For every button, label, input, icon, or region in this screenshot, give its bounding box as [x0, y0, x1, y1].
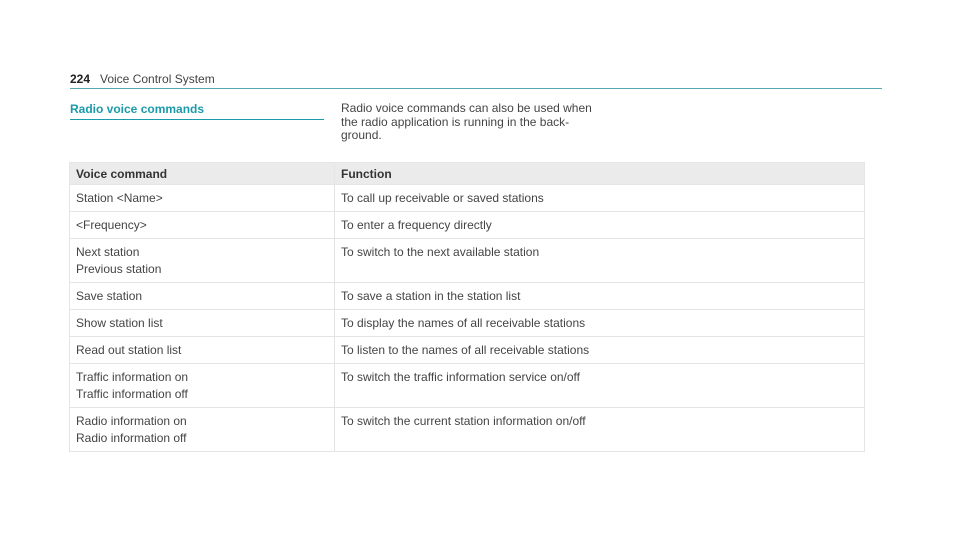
table-row — [70, 185, 865, 212]
function-cell: To display the names of all receivable stations — [335, 310, 865, 337]
chapter-title: Voice Control System — [100, 72, 215, 86]
voice-command-text: Next station — [76, 245, 140, 259]
table-row — [70, 283, 865, 310]
function-cell: To enter a frequency directly — [335, 212, 865, 239]
column-header-function: Function — [335, 163, 865, 185]
voice-command-cell — [70, 337, 335, 364]
voice-command-text: Traffic information off — [76, 387, 188, 401]
function-cell: To switch the traffic information service on/off — [335, 364, 865, 408]
voice-command-text: Previous station — [76, 262, 162, 276]
function-cell: To switch to the next available station — [335, 239, 865, 283]
voice-command-text: Show station list — [76, 316, 163, 330]
intro-paragraph: Radio voice commands can also be used when the radio application is running in the back-ground. — [341, 101, 592, 142]
voice-command-cell — [70, 212, 335, 239]
table-row — [70, 212, 865, 239]
voice-command-cell — [70, 185, 335, 212]
table-row — [70, 337, 865, 364]
voice-command-table — [69, 162, 865, 452]
section-heading: Radio voice commands — [70, 102, 324, 120]
voice-command-cell — [70, 364, 335, 408]
voice-command-text: Read out station list — [76, 343, 182, 357]
voice-command-text: Radio information on — [76, 414, 187, 428]
table-row — [70, 408, 865, 452]
page-header — [70, 72, 882, 89]
table-body — [70, 185, 865, 452]
voice-command-cell — [70, 239, 335, 283]
voice-command-text: Radio information off — [76, 431, 187, 445]
voice-command-text: <Frequency> — [76, 218, 147, 232]
table-header-row — [70, 163, 865, 185]
table-row — [70, 239, 865, 283]
voice-command-text: Traffic information on — [76, 370, 189, 384]
function-cell: To save a station in the station list — [335, 283, 865, 310]
page-number: 224 — [70, 72, 91, 86]
function-cell: To listen to the names of all receivable stations — [335, 337, 865, 364]
table-row — [70, 364, 865, 408]
voice-command-text: Save station — [76, 289, 143, 303]
function-cell: To call up receivable or saved stations — [335, 185, 865, 212]
function-cell: To switch the current station information on/off — [335, 408, 865, 452]
column-header-voice-command: Voice command — [70, 163, 335, 185]
voice-command-cell — [70, 310, 335, 337]
voice-command-cell — [70, 408, 335, 452]
table-row — [70, 310, 865, 337]
voice-command-cell — [70, 283, 335, 310]
voice-command-text: Station <Name> — [76, 191, 163, 205]
